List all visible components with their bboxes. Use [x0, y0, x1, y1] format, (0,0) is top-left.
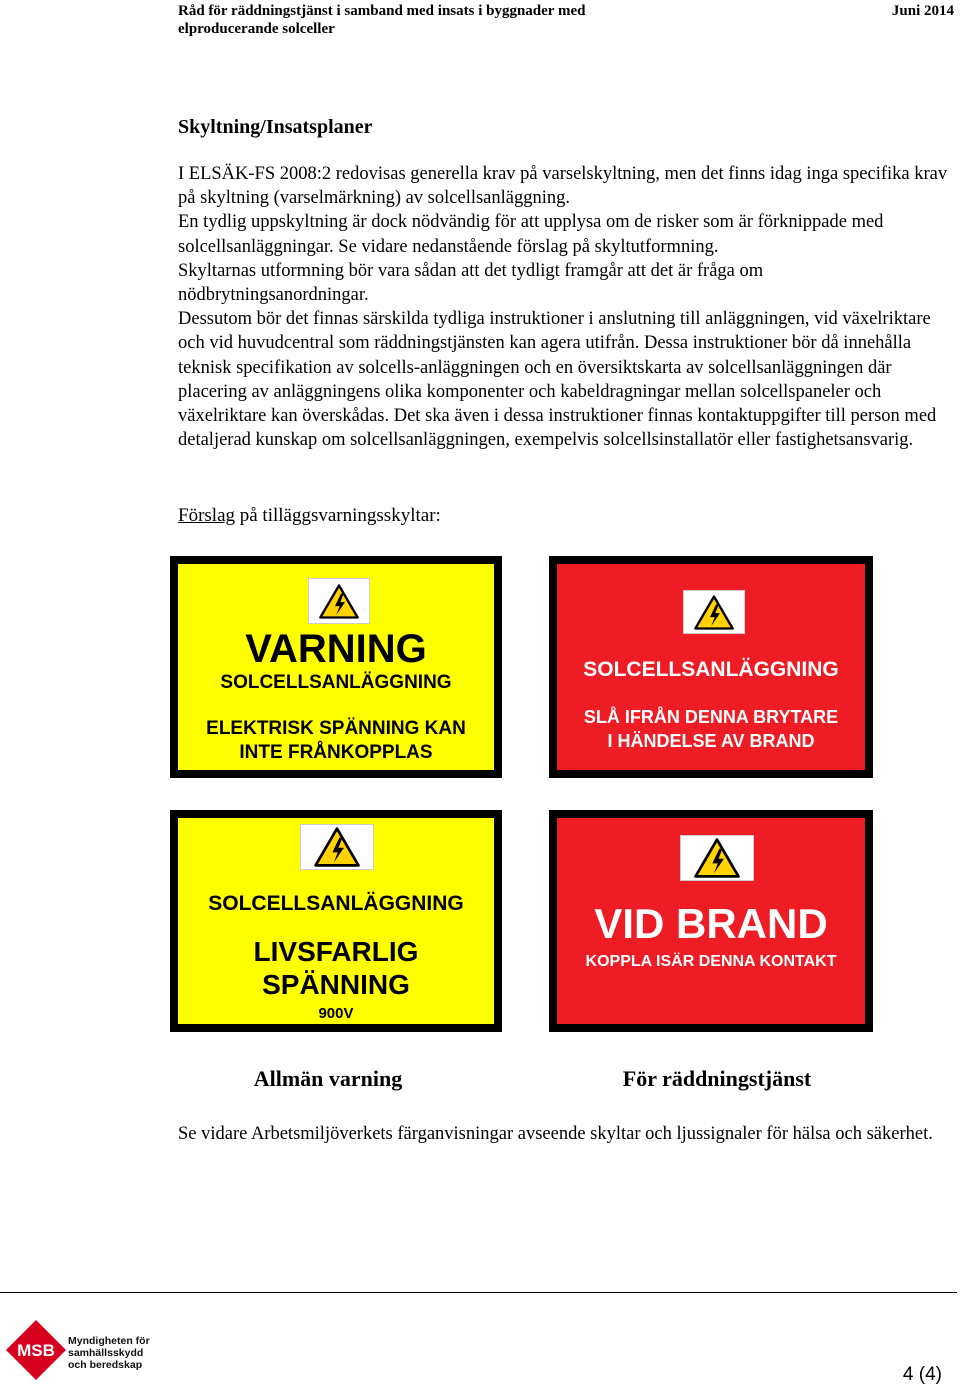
sign-headline: LIVSFARLIG [253, 936, 419, 967]
sign-text-line: ELEKTRISK SPÄNNING KAN [206, 718, 466, 739]
sign-voltage-value: 900V [318, 1005, 354, 1022]
caption-fire-service: För räddningstjänst [622, 1066, 812, 1091]
high-voltage-warning-icon [694, 838, 740, 878]
paragraph: I ELSÄK-FS 2008:2 redovisas generella krav på varselskyltning, men det finns idag inga specifika krav på skyltning (varselmärkning) av solcellsanläggning. [178, 164, 948, 209]
section-title: Skyltning/Insatsplaner [178, 116, 373, 138]
high-voltage-warning-icon [319, 584, 359, 619]
high-voltage-warning-icon [314, 827, 360, 867]
warning-icon-box [308, 578, 370, 624]
caption-general-warning: Allmän varning [253, 1066, 403, 1091]
sign-subtitle: SOLCELLSANLÄGGNING [220, 672, 452, 693]
see-also-text: Se vidare Arbetsmiljöverkets färganvisningar avseende skyltar och ljussignaler för hälsa och säkerhet. [178, 1124, 933, 1144]
paragraph: Dessutom bör det finnas särskilda tydliga instruktioner i anslutning till anläggningen, vid växelriktare och vid huvudcentral som räddningstjänsten kan agera utifrån. Dessa instruktioner bör då innehålla teknisk specifikation av solcells-anläggningen och en översiktskarta av solcellsanläggningen där placering av anläggningens olika komponenter och kabeldragningar mellan solcellspaneler och växelriktare kan överskådas. Det ska även i dessa instruktioner finnas kontaktuppgifter till person med detaljerad kunskap om solcellsanläggningen, exempelvis solcellsinstallatör eller fastighetsansvarig. [178, 309, 937, 451]
proposal-rest: på tilläggsvarningsskyltar: [235, 505, 441, 526]
fire-service-sign-disconnect [549, 810, 873, 1032]
logo-letters: MSB [17, 1341, 55, 1360]
sign-text-line: KOPPLA ISÄR DENNA KONTAKT [585, 953, 837, 970]
fire-service-sign-breaker [549, 556, 873, 778]
agency-name-line: och beredskap [68, 1359, 143, 1371]
body-text [178, 162, 948, 452]
warning-icon-box [683, 590, 745, 634]
sign-headline: VID BRAND [594, 900, 828, 947]
agency-name-line: samhällsskydd [68, 1347, 144, 1359]
proposal-underlined: Förslag [178, 505, 235, 526]
sign-headline: SOLCELLSANLÄGGNING [583, 658, 839, 681]
footer-divider [0, 1292, 957, 1293]
page-number: 4 (4) [902, 1364, 942, 1385]
document-header-date: Juni 2014 [891, 3, 954, 19]
paragraph: En tydlig uppskyltning är dock nödvändig för att upplysa om de risker som är förknippade med solcellsanläggningar. Se vidare nedanstående förslag på skyltutformning. [178, 212, 884, 257]
sign-text-line: INTE FRÅNKOPPLAS [239, 742, 433, 763]
sign-subtitle: SOLCELLSANLÄGGNING [208, 892, 464, 915]
sign-text-line: I HÄNDELSE AV BRAND [607, 731, 815, 751]
agency-name-line: Myndigheten för [68, 1335, 150, 1347]
warning-icon-box [680, 835, 754, 881]
warning-sign-voltage [170, 810, 502, 1032]
sign-headline: VARNING [245, 627, 427, 671]
sign-text-line: SLÅ IFRÅN DENNA BRYTARE [583, 707, 839, 727]
agency-name [68, 1335, 150, 1371]
paragraph: Skyltarnas utformning bör vara sådan att det tydligt framgår att det är fråga om nödbrytningsanordningar. [178, 260, 764, 306]
proposal-heading [178, 504, 441, 528]
document-header-title: Råd för räddningstjänst i samband med insats i byggnader med elproducerande solceller [178, 3, 586, 37]
warning-icon-box [300, 824, 374, 870]
warning-sign-general [170, 556, 502, 778]
high-voltage-warning-icon [694, 595, 734, 630]
sign-headline: SPÄNNING [262, 969, 410, 1000]
